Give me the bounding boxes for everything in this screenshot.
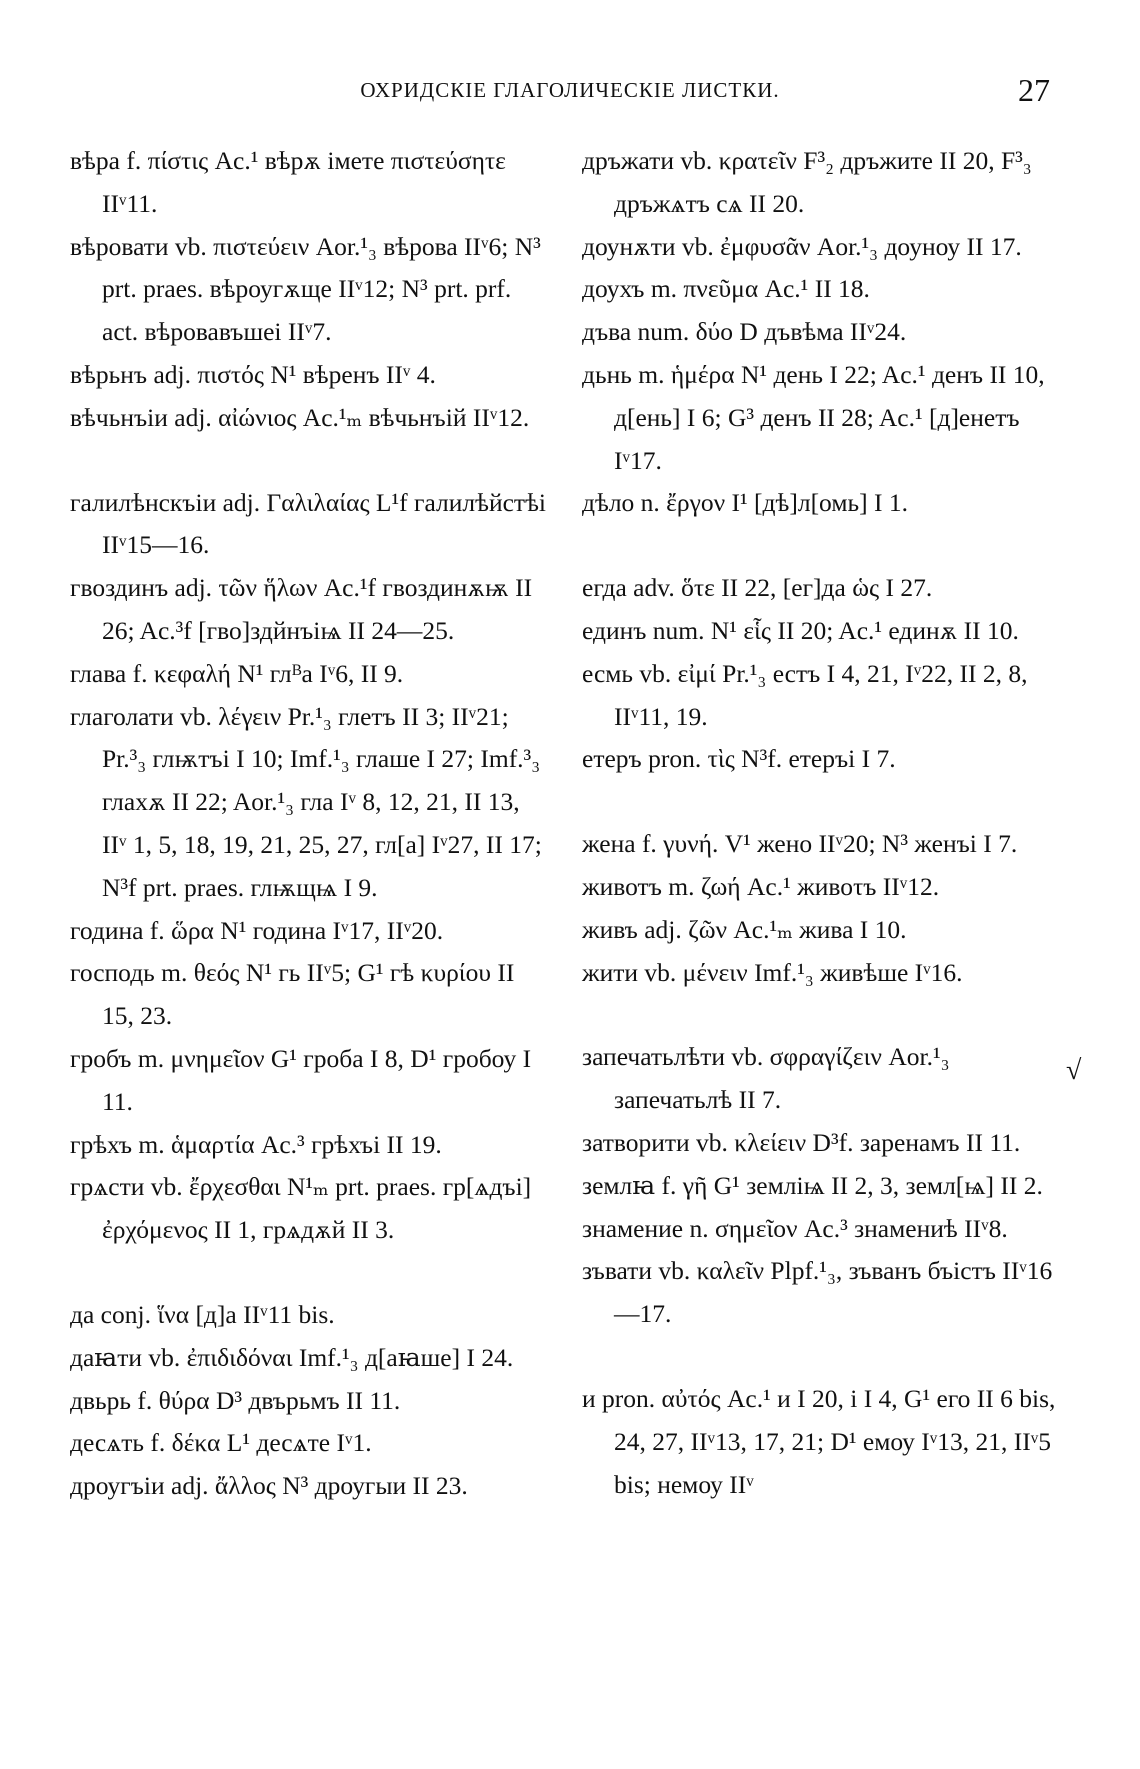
- entry-gap: [582, 781, 1062, 823]
- dictionary-entry: вѣра f. πίστις Ac.¹ вѣрѫ імете πιστεύσητε IIᵛ11.: [70, 146, 506, 218]
- entry-gap: [70, 1252, 550, 1294]
- dictionary-entry: землꙗ f. γῆ G¹ земліѩ II 2, 3, земл[ѩ] II 2.: [582, 1170, 1043, 1200]
- entry-gap: [70, 440, 550, 482]
- dictionary-entry: дръжати vb. κρατεῖν F³₂ дръжите II 20, F³₃ дръжѧтъ сѧ II 20.: [582, 146, 1032, 218]
- dictionary-entry: двьрь f. θύρα D³ двърьмъ II 11.: [70, 1385, 401, 1415]
- dictionary-entry: животъ m. ζωή Ac.¹ живоτъ IIᵛ12.: [582, 871, 940, 901]
- dictionary-entry: вѣровати vb. πιστεύειν Aor.¹₃ вѣрова IIᵛ6; N³ prt. praes. вѣроугѫще IIᵛ12; N³ prt. prf. act. вѣровавъшеі IIᵛ7.: [70, 231, 541, 347]
- dictionary-entry: етеръ pron. τὶς N³f. етеръі I 7.: [582, 744, 896, 774]
- dictionary-entry: десѧть f. δέκα L¹ десѧте Iᵛ1.: [70, 1428, 372, 1458]
- dictionary-entry: зъвати vb. καλεῖν Plpf.¹₃, зъванъ бъістъ IIᵛ16—17.: [582, 1256, 1053, 1329]
- page-number: 27: [1018, 72, 1050, 108]
- dictionary-entry: дьнь m. ἡμέρα N¹ день I 22; Ac.¹ денъ II 10, д[ень] I 6; G³ денъ II 28; Ac.¹ [д]енетъ Iᵛ17.: [582, 359, 1045, 475]
- dictionary-entry: глаголати vb. λέγειν Pr.¹₃ глетъ II 3; IIᵛ21; Pr.³₃ глѭтъі I 10; Imf.¹₃ глаше I 27; Imf.³₃ глахѫ II 22; Aor.¹₃ гла Iᵛ 8, 12, 21, II 13, IIᵛ 1, 5, 18, 19, 21, 25, 27, гл[а] Iᵛ27, II 17; N³f prt. praes. глѭщѩ I 9.: [70, 701, 542, 902]
- margin-checkmark: √: [1066, 1055, 1082, 1086]
- dictionary-entry: даꙗти vb. ἐπιδιδόναι Imf.¹₃ д[аꙗше] I 24.: [70, 1342, 514, 1372]
- entry-gap: [582, 525, 1062, 567]
- running-header: ОХРИДСКІЕ ГЛАГОЛИЧЕСКІЕ ЛИСТКИ.: [360, 78, 780, 102]
- dictionary-entry: вѣрьнъ adj. πιστός N¹ вѣренъ IIᵛ 4.: [70, 359, 436, 389]
- dictionary-entry: доухъ m. πνεῦμα Ac.¹ II 18.: [582, 274, 870, 304]
- dictionary-entry: гробъ m. μνημεῖον G¹ гроба I 8, D¹ гробоу I 11.: [70, 1043, 532, 1116]
- dictionary-entry: гвоздинъ adj. τῶν ἥλων Ac.¹f гвоздинѫѭ II 26; Ac.³f [гво]здйнъіѩ II 24—25.: [70, 573, 533, 645]
- dictionary-entry: жити vb. μένειν Imf.¹₃ живѣше Iᵛ16.: [582, 957, 963, 987]
- dictionary-entry: егда adv. ὅτε II 22, [ег]да ὡς I 27.: [582, 573, 933, 603]
- dictionary-entry: дроугъіи adj. ἄλλος N³ дроугыи II 23.: [70, 1471, 468, 1501]
- dictionary-entry: жена f. γυνή. V¹ жено IIᵛ20; N³ женъі I 7.: [582, 829, 1018, 859]
- dictionary-entry: дъва num. δύο D дъвѣма IIᵛ24.: [582, 317, 907, 347]
- dictionary-entry: вѣчьнъіи adj. αἰώνιος Ac.¹ₘ вѣчьнъій IIᵛ12.: [70, 402, 530, 432]
- dictionary-entry: господь m. θεός N¹ гь IIᵛ5; G¹ гѣ κυρίου II 15, 23.: [70, 958, 515, 1031]
- dictionary-entry: запечатьлѣти vb. σφραγίζειν Aor.¹₃ запечатьлѣ II 7.: [582, 1042, 950, 1115]
- entry-gap: [582, 1336, 1062, 1378]
- dictionary-entry: есмь vb. εἰμί Pr.¹₃ естъ I 4, 21, Iᵛ22, II 2, 8, IIᵛ11, 19.: [582, 658, 1028, 731]
- entry-gap: [582, 994, 1062, 1036]
- dictionary-entry: живъ adj. ζῶν Ac.¹ₘ жива I 10.: [582, 914, 907, 944]
- left-column: [70, 140, 550, 1508]
- dictionary-entry: знамение n. σημεῖον Ac.³ знамениѣ IIᵛ8.: [582, 1213, 1008, 1243]
- right-column: [582, 140, 1062, 1506]
- dictionary-entry: година f. ὥρα N¹ година Iᵛ17, IIᵛ20.: [70, 915, 444, 945]
- dictionary-entry: и pron. αὐτός Ac.¹ и I 20, і I 4, G¹ его II 6 bis, 24, 27, IIᵛ13, 17, 21; D¹ емоу Iᵛ13, 21, IIᵛ5 bis; немоу IIᵛ: [582, 1383, 1056, 1499]
- dictionary-entry: да conj. ἵνα [д]а IIᵛ11 bis.: [70, 1299, 335, 1329]
- dictionary-entry: грѣхъ m. ἁμαρτία Ac.³ грѣхъі II 19.: [70, 1129, 442, 1159]
- dictionary-entry: грѧсти vb. ἔρχεσθαι N¹ₘ prt. praes. гр[ѧдъі] ἐρχόμενος II 1, грѧдѫй II 3.: [70, 1172, 532, 1245]
- dictionary-entry: затворити vb. κλείειν D³f. заренамъ II 11.: [582, 1127, 1021, 1157]
- dictionary-entry: глава f. κεφαλή N¹ глᴮа Iᵛ6, II 9.: [70, 658, 404, 688]
- dictionary-entry: дѣло n. ἔργον I¹ [дѣ]л[омь] I 1.: [582, 488, 908, 518]
- dictionary-entry: единъ num. N¹ εἷς II 20; Ac.¹ единѫ II 10.: [582, 615, 1019, 645]
- dictionary-entry: доунѫти vb. ἐμφυσᾶν Aor.¹₃ доуноу II 17.: [582, 231, 1022, 261]
- dictionary-entry: галилѣнскъіи adj. Γαλιλαίας L¹f галилѣйстѣі IIᵛ15—16.: [70, 487, 546, 560]
